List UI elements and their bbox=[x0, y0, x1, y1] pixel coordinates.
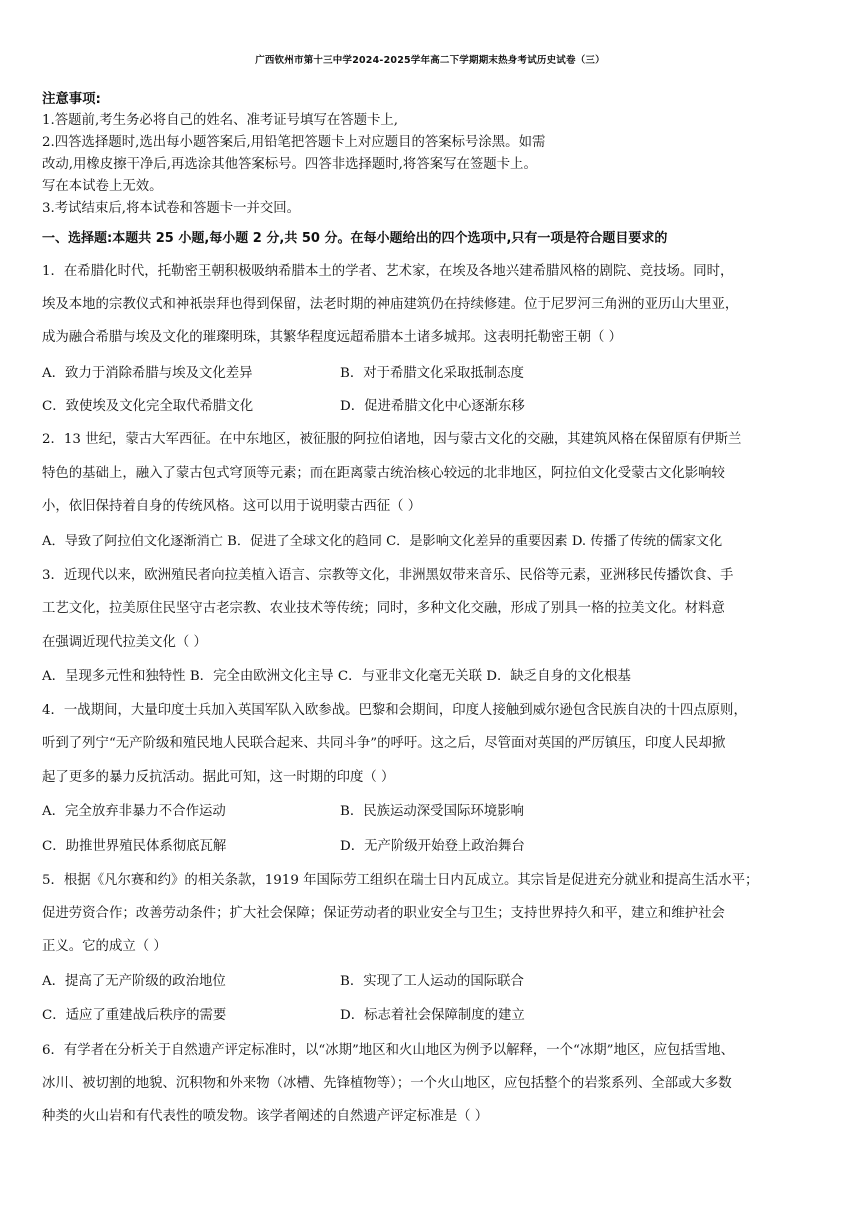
question-1-option-a: A．致力于消除希腊与埃及文化差异 bbox=[42, 366, 253, 381]
question-3-line: 在强调近现代拉美文化（ ） bbox=[42, 635, 207, 650]
question-1-line: 埃及本地的宗教仪式和神祇崇拜也得到保留，法老时期的神庙建筑仍在持续修建。位于尼罗河三角洲的亚历山大里亚， bbox=[42, 297, 739, 312]
question-6-line: 冰川、被切割的地貌、沉积物和外来物（冰槽、先锋植物等）；一个火山地区，应包括整个的岩浆系列、全部或大多数 bbox=[42, 1076, 732, 1091]
notice-line: 3.考试结束后,将本试卷和答题卡一并交回。 bbox=[42, 201, 301, 216]
notice-line: 1.答题前,考生务必将自己的姓名、准考证号填写在答题卡上, bbox=[42, 113, 399, 128]
question-2-options: A．导致了阿拉伯文化逐渐消亡 B．促进了全球文化的趋同 C．是影响文化差异的重要因素 D. 传播了传统的儒家文化 bbox=[42, 534, 723, 549]
question-4-line: 听到了列宁“无产阶级和殖民地人民联合起来、共同斗争”的呼吁。这之后，尽管面对英国的严厉镇压，印度人民却掀 bbox=[42, 736, 726, 751]
question-3-options: A．呈现多元性和独特性 B．完全由欧洲文化主导 C．与亚非文化毫无关联 D．缺乏自身的文化根基 bbox=[42, 669, 631, 684]
question-3-line: 3．近现代以来，欧洲殖民者向拉美植入语言、宗教等文化，非洲黑奴带来音乐、民俗等元素，亚洲移民传播饮食、手 bbox=[42, 568, 734, 583]
question-2-line: 2．13 世纪，蒙古大军西征。在中东地区，被征服的阿拉伯诸地，因与蒙古文化的交融，其建筑风格在保留原有伊斯兰 bbox=[42, 432, 742, 447]
question-5-line: 正义。它的成立（ ） bbox=[42, 939, 167, 954]
question-6-line: 种类的火山岩和有代表性的喷发物。该学者阐述的自然遗产评定标准是（ ） bbox=[42, 1109, 489, 1124]
notice-line: 写在本试卷上无效。 bbox=[42, 179, 163, 194]
notice-line: 改动,用橡皮擦干净后,再选涂其他答案标号。四答非选择题时,将答案写在签题卡上。 bbox=[42, 157, 537, 172]
question-5-option-c: C．适应了重建战后秩序的需要 bbox=[42, 1008, 227, 1023]
question-5-option-a: A．提高了无产阶级的政治地位 bbox=[42, 974, 226, 989]
question-1-line: 1．在希腊化时代，托勒密王朝积极吸纳希腊本土的学者、艺术家，在埃及各地兴建希腊风格的剧院、竞技场。同时， bbox=[42, 264, 734, 279]
question-4-line: 起了更多的暴力反抗活动。据此可知，这一时期的印度（ ） bbox=[42, 770, 395, 785]
question-2-line: 特色的基础上，融入了蒙古包式穹顶等元素；而在距离蒙古统治核心较远的北非地区，阿拉伯文化受蒙古文化影响较 bbox=[42, 466, 725, 481]
question-1-option-c: C．致使埃及文化完全取代希腊文化 bbox=[42, 399, 254, 414]
question-4-line: 4．一战期间，大量印度士兵加入英国军队入欧参战。巴黎和会期间，印度人接触到威尔逊包含民族自决的十四点原则， bbox=[42, 703, 747, 718]
notice-line: 2.四答选择题时,选出每小题答案后,用铅笔把答题卡上对应题目的答案标号涂黑。如需 bbox=[42, 135, 546, 150]
question-1-option-b: B．对于希腊文化采取抵制态度 bbox=[340, 366, 524, 381]
question-5-option-b: B．实现了工人运动的国际联合 bbox=[340, 974, 524, 989]
question-4-option-a: A．完全放弃非暴力不合作运动 bbox=[42, 804, 226, 819]
question-2-line: 小，依旧保持着自身的传统风格。这可以用于说明蒙古西征（ ） bbox=[42, 499, 422, 514]
exam-title: 广西钦州市第十三中学2024-2025学年高二下学期期末热身考试历史试卷（三） bbox=[255, 55, 605, 66]
question-4-option-b: B．民族运动深受国际环境影响 bbox=[340, 804, 524, 819]
question-1-option-d: D．促进希腊文化中心逐渐东移 bbox=[340, 399, 525, 414]
question-5-option-d: D．标志着社会保障制度的建立 bbox=[340, 1008, 525, 1023]
question-5-line: 促进劳资合作；改善劳动条件；扩大社会保障；保证劳动者的职业安全与卫生；支持世界持久和平，建立和维护社会 bbox=[42, 906, 725, 921]
question-4-option-d: D．无产阶级开始登上政治舞台 bbox=[340, 839, 525, 854]
question-6-line: 6．有学者在分析关于自然遗产评定标准时，以“冰期”地区和火山地区为例予以解释，一个“冰期”地区，应包括雪地、 bbox=[42, 1043, 735, 1058]
question-3-line: 工艺文化，拉美原住民坚守古老宗教、农业技术等传统；同时，多种文化交融，形成了别具一格的拉美文化。材料意 bbox=[42, 601, 725, 616]
notice-heading: 注意事项: bbox=[42, 92, 101, 107]
question-1-line: 成为融合希腊与埃及文化的璀璨明珠，其繁华程度远超希腊本土诸多城邦。这表明托勒密王朝（ ） bbox=[42, 330, 623, 345]
question-5-line: 5．根据《凡尔赛和约》的相关条款，1919 年国际劳工组织在瑞士日内瓦成立。其宗旨是促进充分就业和提高生活水平； bbox=[42, 873, 759, 888]
question-4-option-c: C．助推世界殖民体系彻底瓦解 bbox=[42, 839, 227, 854]
section-heading: 一、选择题:本题共 25 小题,每小题 2 分,共 50 分。在每小题给出的四个选项中,只有一项是符合题目要求的 bbox=[42, 231, 668, 246]
